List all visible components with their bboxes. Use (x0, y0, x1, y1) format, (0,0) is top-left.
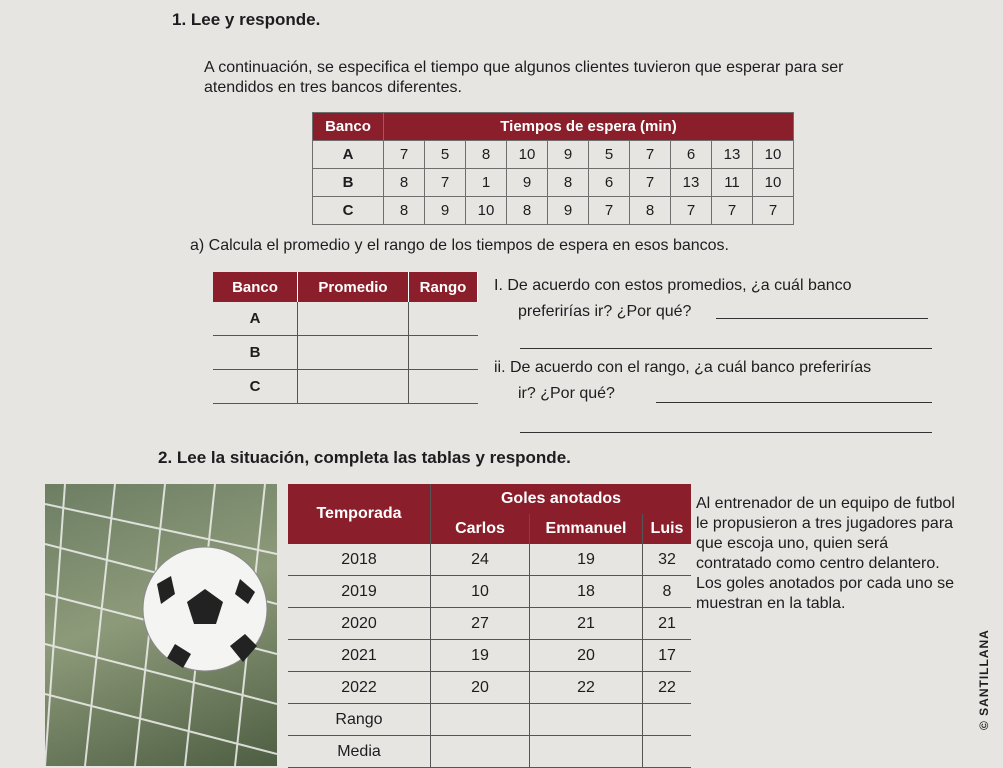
cell: 7 (712, 197, 753, 225)
cell: 20 (431, 672, 530, 704)
table-row (288, 736, 691, 768)
cell: 13 (671, 169, 712, 197)
table-row (313, 197, 794, 225)
rango-input[interactable] (643, 704, 692, 736)
media-label: Media (288, 736, 431, 768)
cell: 6 (589, 169, 630, 197)
soccer-ball-photo (45, 484, 277, 766)
table-row (288, 640, 691, 672)
cell: 13 (712, 141, 753, 169)
goals-table (288, 484, 691, 768)
rango-input[interactable] (409, 370, 478, 404)
exercise-1-intro: A continuación, se especifica el tiempo que algunos clientes tuvieron que esperar para ser atendidos en tres bancos diferentes. (204, 59, 844, 96)
header-emmanuel: Emmanuel (530, 514, 643, 544)
cell: 10 (431, 576, 530, 608)
cell: 24 (431, 544, 530, 576)
cell: 11 (712, 169, 753, 197)
answer-line[interactable] (520, 348, 932, 349)
cell: 9 (548, 197, 589, 225)
rango-input[interactable] (530, 704, 643, 736)
cell: 8 (384, 197, 425, 225)
average-range-table (213, 272, 478, 404)
season: 2019 (288, 576, 431, 608)
publisher-text: © SANTILLANA (977, 629, 991, 730)
cell: 19 (530, 544, 643, 576)
cell: 8 (548, 169, 589, 197)
header-tiempos: Tiempos de espera (min) (384, 113, 794, 141)
media-input[interactable] (530, 736, 643, 768)
cell: 6 (671, 141, 712, 169)
cell: 7 (630, 169, 671, 197)
table-row (313, 169, 794, 197)
row-label: C (313, 197, 384, 225)
cell: 21 (530, 608, 643, 640)
cell: 19 (431, 640, 530, 672)
cell: 8 (643, 576, 692, 608)
season: 2021 (288, 640, 431, 672)
promedio-input[interactable] (298, 370, 409, 404)
wait-times-table (312, 112, 794, 225)
row-label: A (313, 141, 384, 169)
row-label: B (313, 169, 384, 197)
answer-line[interactable] (716, 318, 928, 319)
table-row (288, 608, 691, 640)
row-label: B (213, 336, 298, 370)
cell: 7 (425, 169, 466, 197)
season: 2018 (288, 544, 431, 576)
header-carlos: Carlos (431, 514, 530, 544)
cell: 20 (530, 640, 643, 672)
cell: 9 (425, 197, 466, 225)
situation-paragraph: Al entrenador de un equipo de futbol le propusieron a tres jugadores para que escoja uno, quien será contratado como centro delantero. Los goles anotados por cada uno se muestran en la tabla. (696, 495, 955, 612)
row-label: C (213, 370, 298, 404)
header-banco: Banco (213, 272, 298, 302)
cell: 17 (643, 640, 692, 672)
table-row (288, 704, 691, 736)
table-row (288, 672, 691, 704)
question-i-line2: preferirías ir? ¿Por qué? (518, 303, 692, 320)
cell: 7 (753, 197, 794, 225)
table-row (213, 370, 478, 404)
cell: 7 (589, 197, 630, 225)
cell: 5 (589, 141, 630, 169)
cell: 10 (753, 141, 794, 169)
cell: 8 (466, 141, 507, 169)
cell: 22 (643, 672, 692, 704)
table-row (288, 576, 691, 608)
cell: 7 (384, 141, 425, 169)
rango-input[interactable] (431, 704, 530, 736)
header-rango: Rango (409, 272, 478, 302)
table-row (213, 336, 478, 370)
cell: 10 (507, 141, 548, 169)
cell: 9 (507, 169, 548, 197)
cell: 7 (630, 141, 671, 169)
rango-label: Rango (288, 704, 431, 736)
answer-line[interactable] (520, 432, 932, 433)
promedio-input[interactable] (298, 302, 409, 336)
question-ii-line1: ii. De acuerdo con el rango, ¿a cuál banco preferirías (494, 359, 872, 376)
question-a: a) Calcula el promedio y el rango de los tiempos de espera en esos bancos. (190, 237, 729, 254)
header-temporada: Temporada (288, 484, 431, 544)
cell: 18 (530, 576, 643, 608)
rango-input[interactable] (409, 336, 478, 370)
header-luis: Luis (643, 514, 692, 544)
exercise-1-title: 1. Lee y responde. (172, 10, 321, 29)
cell: 5 (425, 141, 466, 169)
cell: 1 (466, 169, 507, 197)
table-row (213, 302, 478, 336)
row-label: A (213, 302, 298, 336)
cell: 8 (384, 169, 425, 197)
cell: 32 (643, 544, 692, 576)
media-input[interactable] (431, 736, 530, 768)
promedio-input[interactable] (298, 336, 409, 370)
answer-line[interactable] (656, 402, 932, 403)
cell: 8 (507, 197, 548, 225)
question-ii-line2: ir? ¿Por qué? (518, 385, 615, 402)
header-banco: Banco (313, 113, 384, 141)
header-promedio: Promedio (298, 272, 409, 302)
cell: 27 (431, 608, 530, 640)
header-goles: Goles anotados (431, 484, 692, 514)
cell: 7 (671, 197, 712, 225)
cell: 8 (630, 197, 671, 225)
rango-input[interactable] (409, 302, 478, 336)
table-row (313, 141, 794, 169)
exercise-2-title: 2. Lee la situación, completa las tablas y responde. (158, 448, 571, 467)
publisher-logo (975, 612, 995, 732)
season: 2022 (288, 672, 431, 704)
cell: 9 (548, 141, 589, 169)
cell: 10 (466, 197, 507, 225)
cell: 10 (753, 169, 794, 197)
season: 2020 (288, 608, 431, 640)
media-input[interactable] (643, 736, 692, 768)
cell: 21 (643, 608, 692, 640)
question-i-line1: I. De acuerdo con estos promedios, ¿a cuál banco (494, 277, 852, 294)
table-row (288, 544, 691, 576)
cell: 22 (530, 672, 643, 704)
